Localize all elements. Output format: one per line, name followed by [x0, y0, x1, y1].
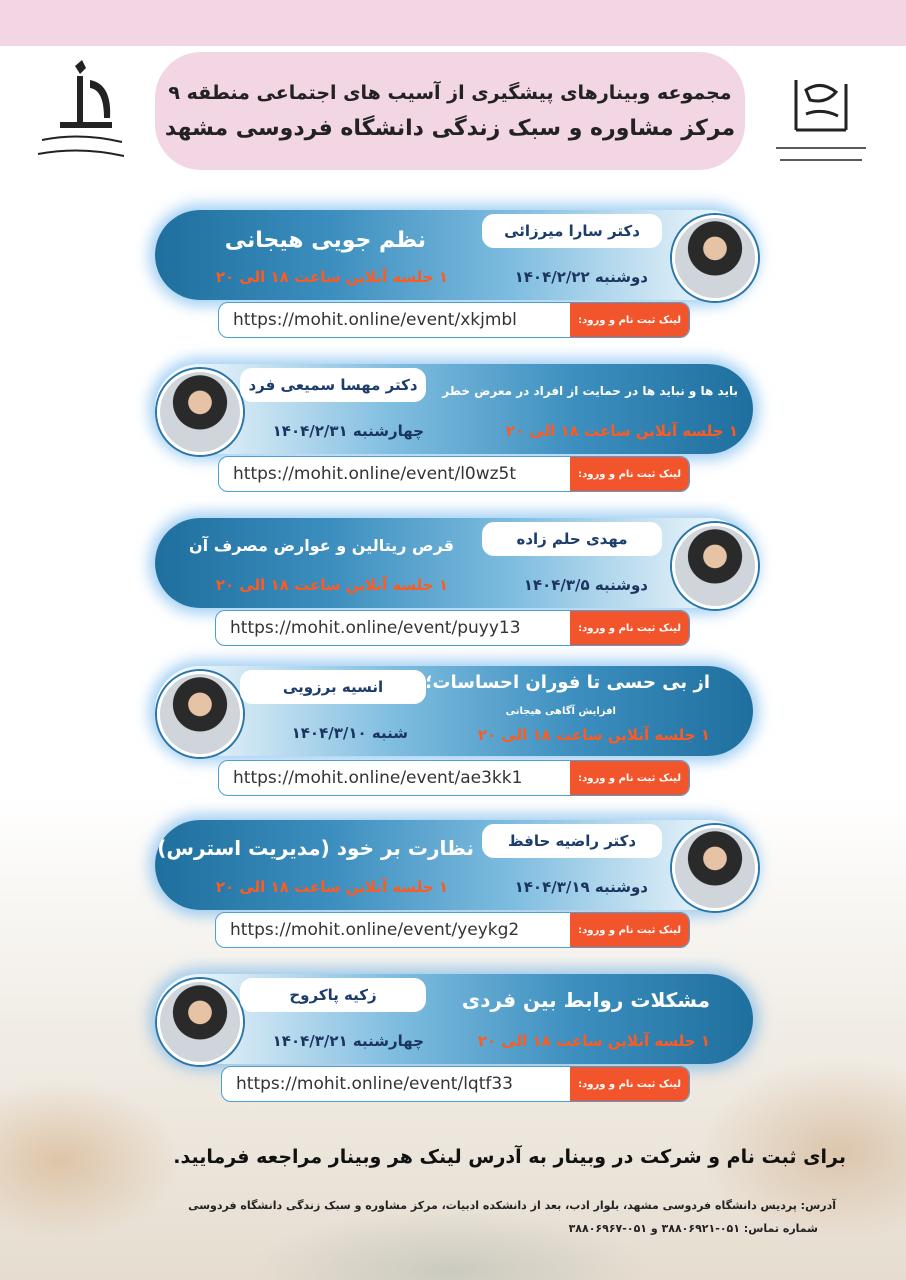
footer-instruction: برای ثبت نام و شرکت در وبینار به آدرس لینک هر وبینار مراجعه فرمایید.: [173, 1146, 846, 1168]
ferdowsi-university-logo: [30, 58, 130, 168]
registration-link[interactable]: [215, 912, 690, 948]
header-subtitle: مرکز مشاوره و سبک زندگی دانشگاه فردوسی مشهد: [164, 115, 736, 141]
event-session: ۱ جلسه آنلاین ساعت ۱۸ الی ۲۰: [215, 268, 448, 286]
event-title: نظارت بر خود (مدیریت استرس): [157, 836, 474, 860]
registration-link[interactable]: [215, 610, 690, 646]
speaker-photo: [672, 215, 758, 301]
registration-url[interactable]: https://mohit.online/event/ae3kk1: [233, 768, 523, 788]
top-band: [0, 0, 906, 46]
registration-label: لینک ثبت نام و ورود:: [570, 1067, 689, 1101]
registration-label: لینک ثبت نام و ورود:: [570, 457, 689, 491]
speaker-photo: [157, 671, 243, 757]
speaker-name: مهدی حلم زاده: [482, 522, 662, 556]
event-banner: [155, 820, 753, 910]
event-date: شنبه ۱۴۰۴/۳/۱۰: [291, 724, 408, 742]
speaker-photo: [672, 825, 758, 911]
event-session: ۱ جلسه آنلاین ساعت ۱۸ الی ۲۰: [505, 422, 738, 440]
event-date: چهارشنبه ۱۴۰۴/۳/۲۱: [272, 1032, 424, 1050]
speaker-name: دکتر راضیه حافظ: [482, 824, 662, 858]
event-title: مشکلات روابط بین فردی: [461, 988, 710, 1012]
header-banner: [155, 52, 745, 170]
event-date: دوشنبه ۱۴۰۴/۳/۵: [523, 576, 648, 594]
footer-address: آدرس: پردیس دانشگاه فردوسی مشهد، بلوار ادب، بعد از دانشکده ادبیات، مرکز مشاوره و سبک زندگی دانشگاه فردوسی: [188, 1199, 836, 1212]
event-session: ۱ جلسه آنلاین ساعت ۱۸ الی ۲۰: [477, 726, 710, 744]
event-title: از بی حسی تا فوران احساسات؛: [425, 672, 710, 693]
registration-link[interactable]: [218, 760, 690, 796]
event-subtitle: افزایش آگاهی هیجانی: [505, 706, 616, 717]
event-title: قرص ریتالین و عوارض مصرف آن: [189, 536, 454, 555]
event-session: ۱ جلسه آنلاین ساعت ۱۸ الی ۲۰: [477, 1032, 710, 1050]
event-date: دوشنبه ۱۴۰۴/۲/۲۲: [514, 268, 648, 286]
speaker-photo: [672, 523, 758, 609]
registration-url[interactable]: https://mohit.online/event/puyy13: [230, 618, 521, 638]
registration-link[interactable]: [218, 302, 690, 338]
registration-url[interactable]: https://mohit.online/event/lqtf33: [236, 1074, 513, 1094]
registration-label: لینک ثبت نام و ورود:: [570, 611, 689, 645]
footer-phone: شماره تماس: ۰۵۱-۳۸۸۰۶۹۲۱ و ۰۵۱-۳۸۸۰۶۹۶۷: [568, 1222, 818, 1235]
event-session: ۱ جلسه آنلاین ساعت ۱۸ الی ۲۰: [215, 878, 448, 896]
event-session: ۱ جلسه آنلاین ساعت ۱۸ الی ۲۰: [215, 576, 448, 594]
speaker-name: دکتر سارا میرزائی: [482, 214, 662, 248]
registration-label: لینک ثبت نام و ورود:: [570, 303, 689, 337]
speaker-name: دکتر مهسا سمیعی فرد: [240, 368, 426, 402]
speaker-name: زکیه پاکروح: [240, 978, 426, 1012]
event-title: باید ها و نباید ها در حمایت از افراد در معرض خطر: [442, 384, 738, 398]
event-banner: [155, 210, 753, 300]
registration-link[interactable]: [218, 456, 690, 492]
event-title: نظم جویی هیجانی: [224, 228, 426, 253]
event-date: دوشنبه ۱۴۰۴/۳/۱۹: [514, 878, 648, 896]
event-banner: [155, 518, 753, 608]
speaker-name: انسیه برزویی: [240, 670, 426, 704]
header-title: مجموعه وبینارهای پیشگیری از آسیب های اجتماعی منطقه ۹: [168, 81, 732, 104]
speaker-photo: [157, 369, 243, 455]
registration-url[interactable]: https://mohit.online/event/l0wz5t: [233, 464, 517, 484]
ministry-logo: [766, 70, 876, 170]
event-date: چهارشنبه ۱۴۰۴/۲/۳۱: [272, 422, 424, 440]
registration-label: لینک ثبت نام و ورود:: [570, 761, 689, 795]
registration-url[interactable]: https://mohit.online/event/xkjmbl: [233, 310, 517, 330]
registration-url[interactable]: https://mohit.online/event/yeykg2: [230, 920, 520, 940]
registration-label: لینک ثبت نام و ورود:: [570, 913, 689, 947]
